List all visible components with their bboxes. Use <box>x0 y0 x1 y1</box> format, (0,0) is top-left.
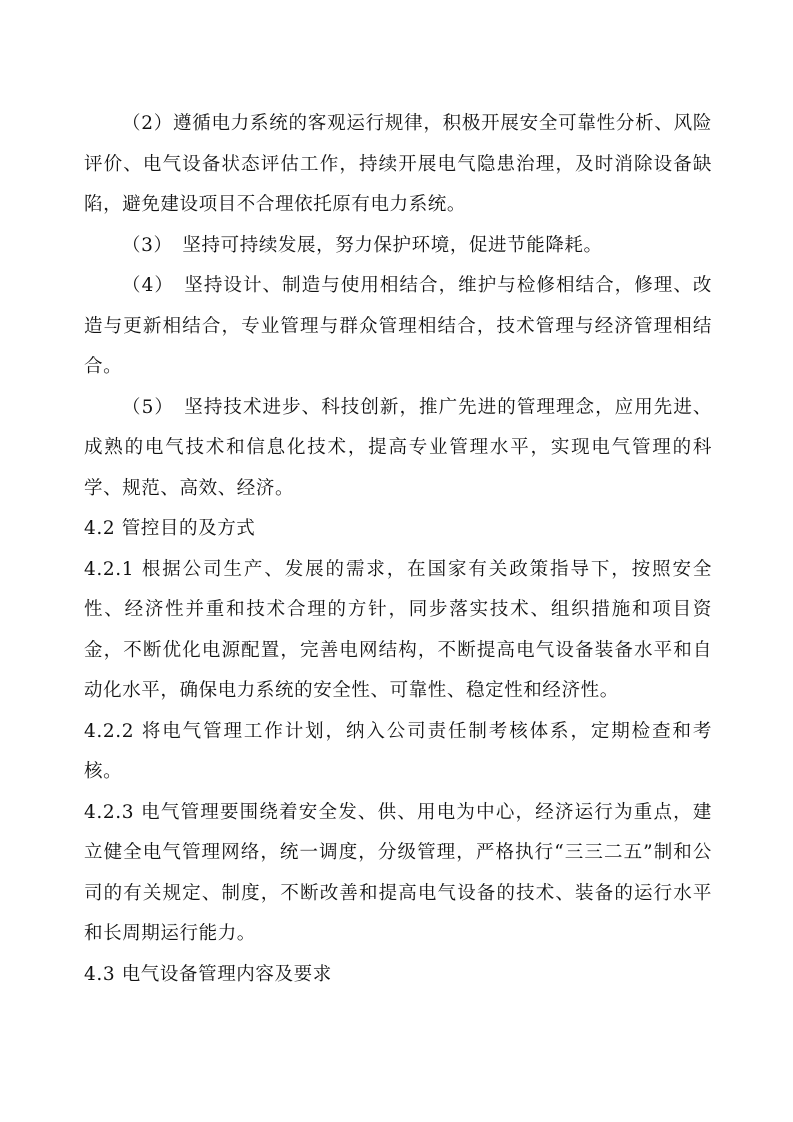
principle-3-paragraph: （3） 坚持可持续发展，努力保护环境，促进节能降耗。 <box>122 234 603 256</box>
item-4-2-3-paragraph: 4.2.3 电气管理要围绕着安全发、供、用电为中心，经济运行为重点，建立健全电气管理网络，统一调度，分级管理，严格执行“三三二五”制和公司的有关规定、制度，不断改善和提高电气设备的技术、装备的运行水平和长周期运行能力。 <box>84 801 712 944</box>
principle-5-paragraph: （5） 坚持技术进步、科技创新，推广先进的管理理念，应用先进、成熟的电气技术和信息化技术，提高专业管理水平，实现电气管理的科学、规范、高效、经济。 <box>84 396 712 499</box>
section-heading-4-2: 4.2 管控目的及方式 <box>84 518 256 539</box>
document-body <box>84 104 712 995</box>
principle-2-paragraph: （2）遵循电力系统的客观运行规律，积极开展安全可靠性分析、风险评价、电气设备状态评估工作，持续开展电气隐患治理，及时消除设备缺陷，避免建设项目不合理依托原有电力系统。 <box>84 113 712 215</box>
item-4-2-2-paragraph: 4.2.2 将电气管理工作计划，纳入公司责任制考核体系，定期检查和考核。 <box>84 720 712 782</box>
principle-4-paragraph: （4） 坚持设计、制造与使用相结合，维护与检修相结合，修理、改造与更新相结合，专业管理与群众管理相结合，技术管理与经济管理相结合。 <box>84 275 712 377</box>
item-4-2-1-paragraph: 4.2.1 根据公司生产、发展的需求，在国家有关政策指导下，按照安全性、经济性并重和技术合理的方针，同步落实技术、组织措施和项目资金，不断优化电源配置，完善电网结构，不断提高电气设备装备水平和自动化水平，确保电力系统的安全性、可靠性、稳定性和经济性。 <box>84 558 712 701</box>
section-heading-4-3: 4.3 电气设备管理内容及要求 <box>84 963 332 985</box>
